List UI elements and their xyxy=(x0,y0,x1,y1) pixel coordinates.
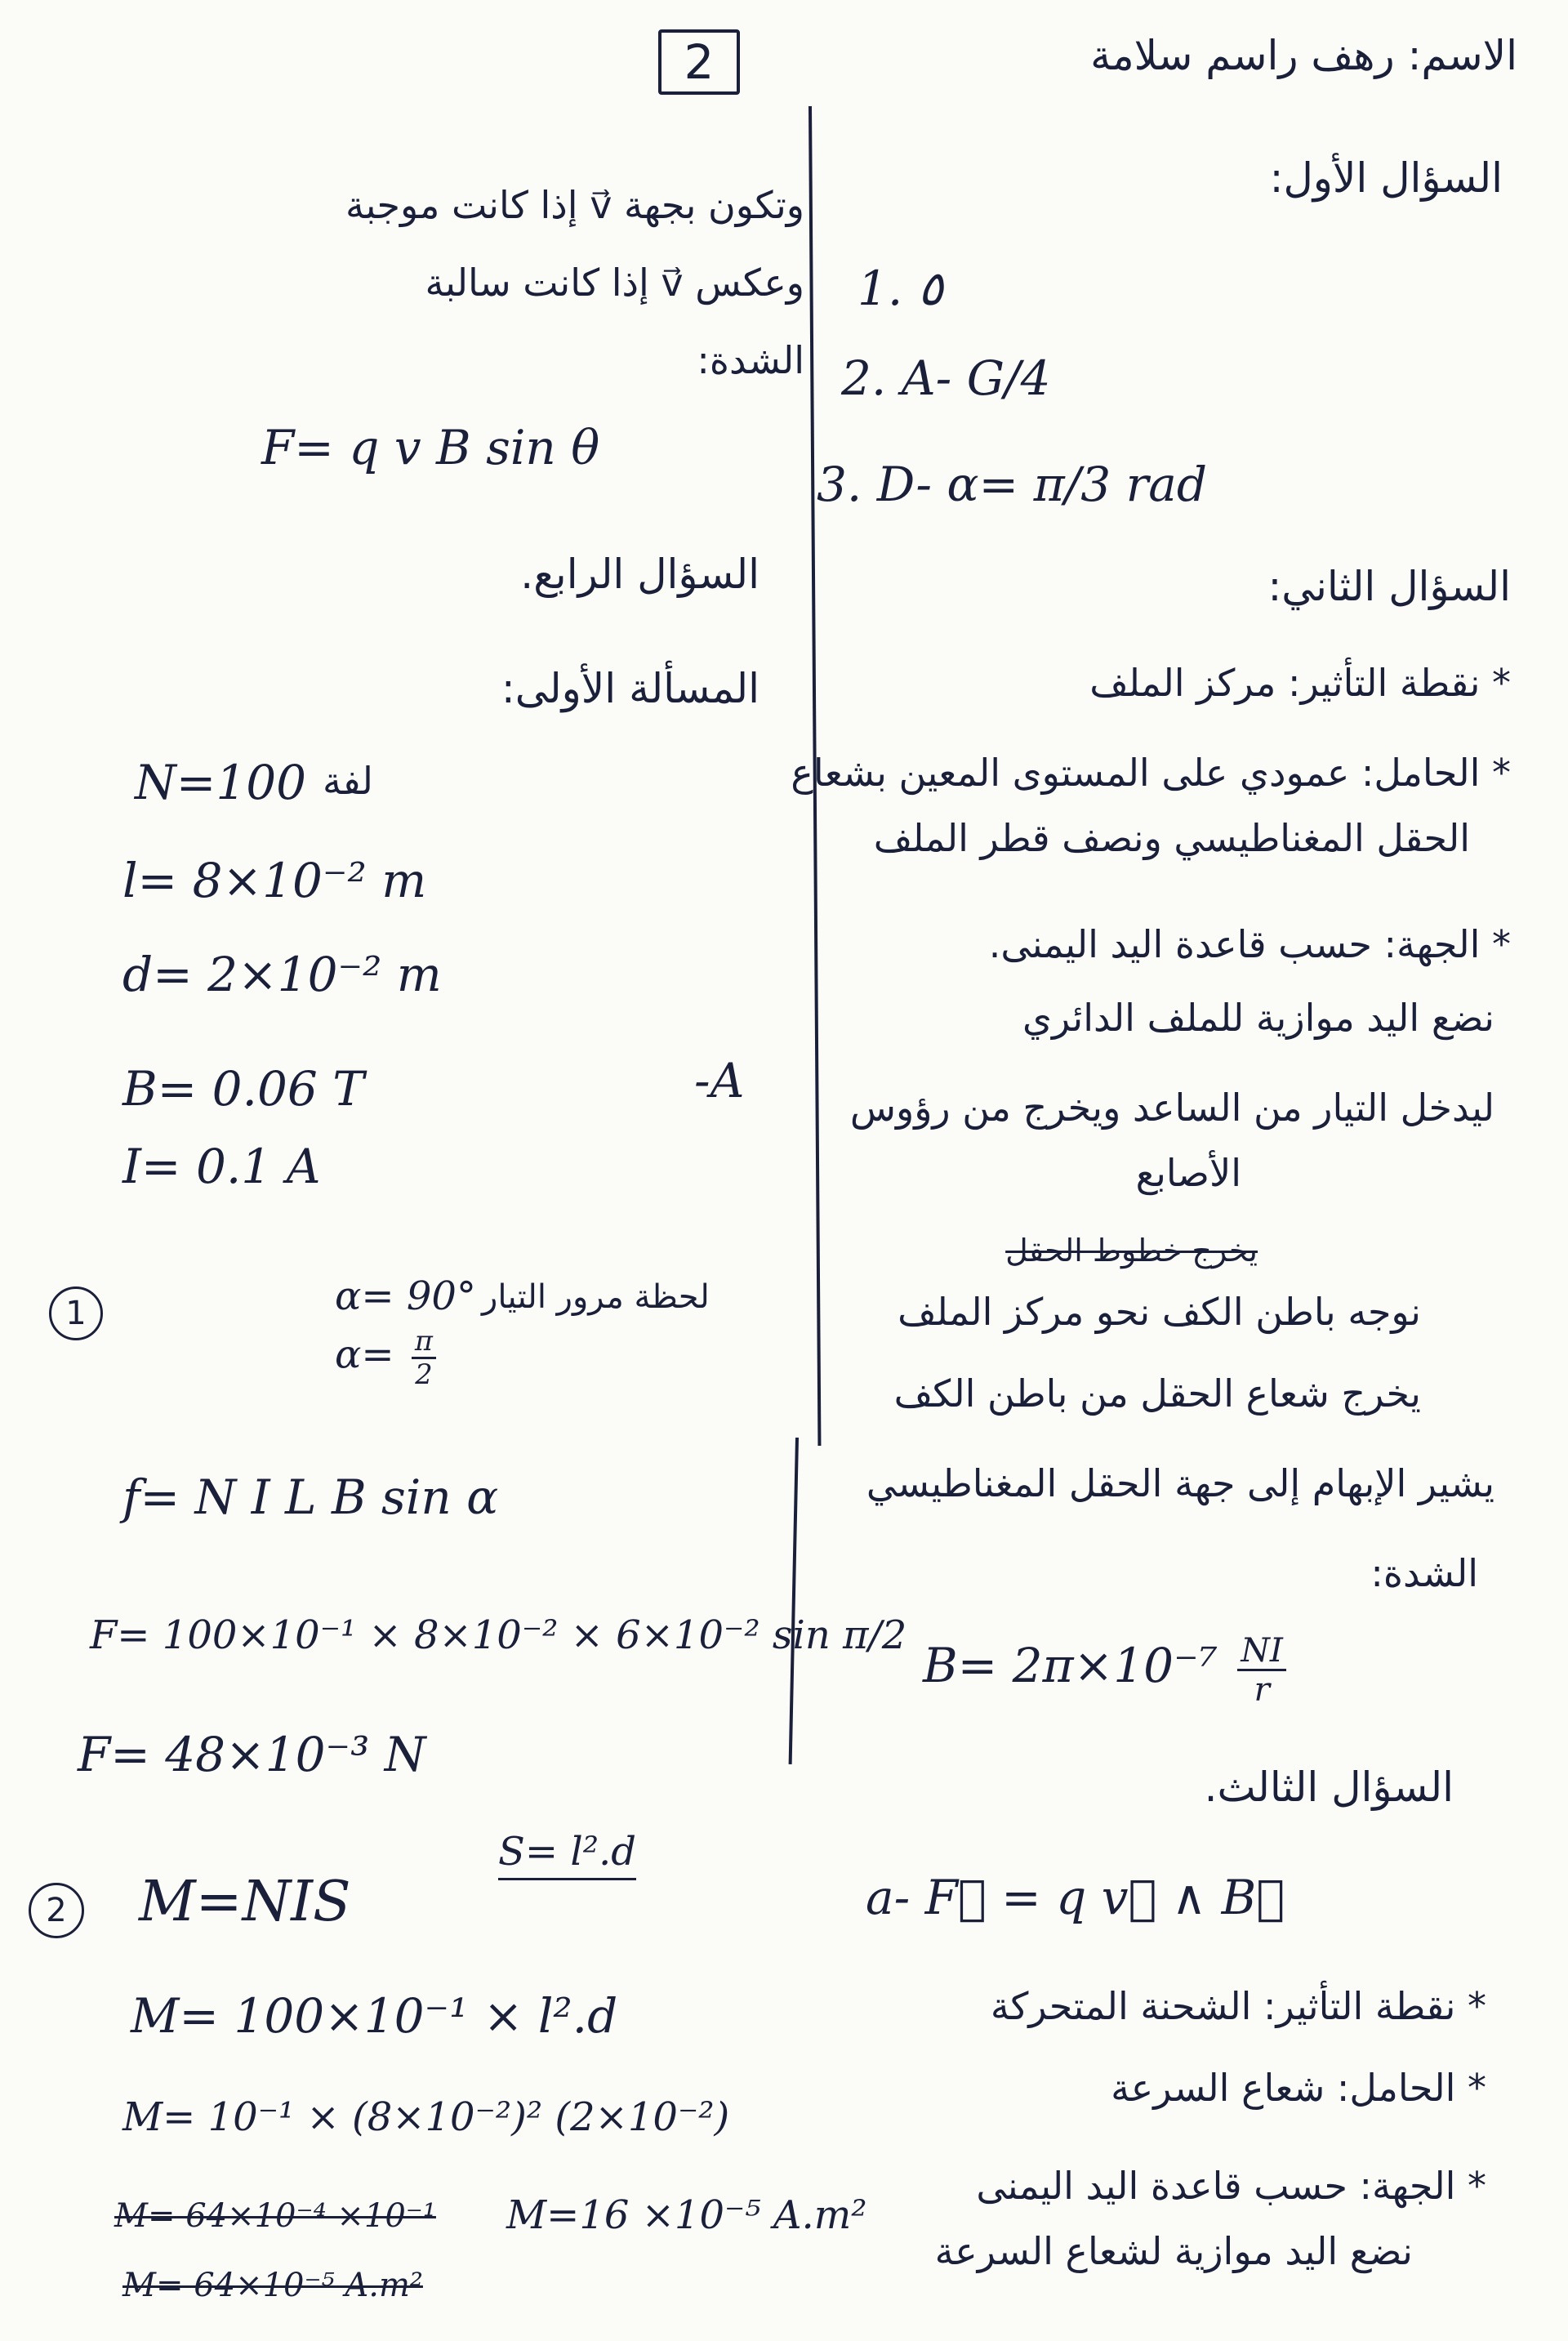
q2-rule-1: نضع اليد موازية للملف الدائري xyxy=(1022,996,1494,1040)
page-number-box xyxy=(658,29,740,95)
q2-rule-3: الأصابع xyxy=(1135,1151,1241,1195)
q2-rule-4: نوجه باطن الكف نحو مركز الملف xyxy=(898,1290,1421,1334)
alpha-90: α= 90° xyxy=(335,1273,476,1319)
q2-point: * نقطة التأثير: مركز الملف xyxy=(1089,661,1511,705)
q3-formula: a- F⃗ = q v⃗ ∧ B⃗ xyxy=(866,1870,1285,1925)
force-result: F= 48×10⁻³ N xyxy=(78,1727,426,1782)
moment-step-2: M= 10⁻¹ × (8×10⁻²)² (2×10⁻²) xyxy=(122,2094,730,2140)
moment-result: M=16 ×10⁻⁵ A.m² xyxy=(506,2192,867,2238)
q2-support: الحقل المغناطيسي ونصف قطر الملف xyxy=(873,816,1470,860)
q4-title: السؤال الرابع. xyxy=(520,551,760,598)
charge-sign-positive: وتكون بجهة v⃗ إذا كانت موجبة xyxy=(345,183,804,227)
q1-answer-1: 1. ٥ xyxy=(858,261,943,316)
moment-step-1: M= 100×10⁻¹ × l².d xyxy=(131,1988,618,2044)
given-N-unit: لفة xyxy=(323,759,373,803)
given-B: B= 0.06 T xyxy=(122,1061,364,1117)
q2-rule-6: يشير الإبهام إلى جهة الحقل المغناطيسي xyxy=(866,1461,1494,1505)
area-formula: S= l².d xyxy=(498,1830,636,1880)
q1-answer-3: 3. D- α= π/3 rad xyxy=(817,457,1208,512)
q1-title: السؤال الأول: xyxy=(1269,154,1503,202)
part-a-label: -A xyxy=(694,1053,745,1108)
moment-formula: M=NIS xyxy=(139,1870,351,1934)
page-number: 2 xyxy=(684,34,715,90)
q2-magnitude-label: الشدة: xyxy=(1370,1551,1478,1595)
q2-line: * الحامل: عمودي على المستوى المعين بشعاع xyxy=(791,751,1511,795)
q3-title: السؤال الثالث. xyxy=(1204,1764,1454,1811)
q2-title: السؤال الثاني: xyxy=(1267,563,1511,610)
q2-direction: * الجهة: حسب قاعدة اليد اليمنى. xyxy=(988,922,1511,966)
step-1-marker: 1 xyxy=(49,1286,103,1340)
q2-rule-5: يخرج شعاع الحقل من باطن الكف xyxy=(893,1371,1421,1416)
charge-sign-negative: وعكس v⃗ إذا كانت سالبة xyxy=(425,261,804,305)
q2-struck-line: يخرج خطوط الحقل xyxy=(1005,1233,1258,1269)
given-d: d= 2×10⁻² m xyxy=(122,947,442,1002)
lorentz-formula: F= q v B sin θ xyxy=(261,420,600,475)
q3-rule: نضع اليد موازية لشعاع السرعة xyxy=(934,2229,1413,2273)
q3-support: * الحامل: شعاع السرعة xyxy=(1111,2066,1486,2110)
given-I: I= 0.1 A xyxy=(122,1139,321,1194)
alpha-pi-half: α= $\frac{\pi}{2}$ xyxy=(335,1327,441,1388)
force-substitution: F= 100×10⁻¹ × 8×10⁻² × 6×10⁻² sin π/2 xyxy=(90,1612,907,1658)
q3-direction: * الجهة: حسب قاعدة اليد اليمنى xyxy=(976,2164,1486,2208)
problem1-title: المسألة الأولى: xyxy=(501,665,760,712)
q2-formula: B= 2π×10⁻⁷ $\frac{NI}{r}$ xyxy=(923,1634,1291,1706)
q3-point: * نقطة التأثير: الشحنة المتحركة xyxy=(990,1984,1486,2028)
moment-struck-2: M= 64×10⁻⁵ A.m² xyxy=(122,2267,423,2304)
student-name: الاسم: رهف راسم سلامة xyxy=(1090,32,1517,79)
q1-answer-2: 2. A- G/4 xyxy=(841,350,1051,406)
given-N: N=100 xyxy=(135,755,307,810)
force-formula: f= N I L B sin α xyxy=(122,1469,499,1525)
alpha-label: لحظة مرور التيار xyxy=(482,1278,710,1316)
step-2-marker: 2 xyxy=(29,1883,84,1938)
q2-rule-2: ليدخل التيار من الساعد ويخرج من رؤوس xyxy=(849,1086,1494,1130)
force-magnitude-label: الشدة: xyxy=(697,338,804,382)
column-divider-bottom xyxy=(789,1438,799,1764)
moment-struck-1: M= 64×10⁻⁴ ×10⁻¹ xyxy=(114,2197,436,2235)
given-l: l= 8×10⁻² m xyxy=(122,853,427,908)
